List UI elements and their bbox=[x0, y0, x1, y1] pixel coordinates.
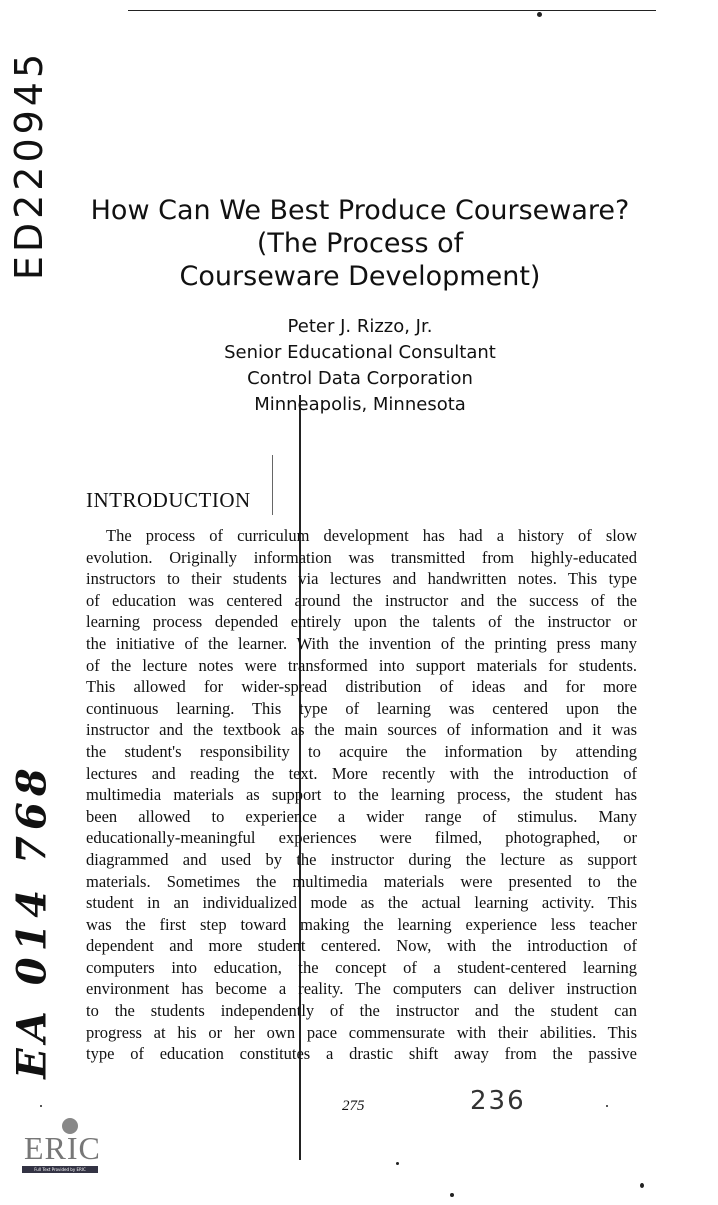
body-line: the student's responsibility to acquire the information by attending bbox=[86, 741, 637, 761]
side-handwritten-code bbox=[2, 761, 62, 1079]
body-line: continuous learning. This type of learning was centered upon the bbox=[86, 698, 637, 718]
body-line: computers into education, the concept of a student-centered learning bbox=[86, 957, 637, 977]
scan-speck bbox=[40, 1105, 42, 1107]
body-line: multimedia materials as support to the learning process, the student has bbox=[86, 785, 637, 805]
page-number: 275 bbox=[342, 1098, 365, 1114]
scan-speck bbox=[606, 1105, 608, 1107]
scan-streak-short bbox=[272, 455, 273, 515]
eric-logo-word: ERIC bbox=[24, 1130, 101, 1166]
body-line: diagrammed and used by the instructor during the lecture as support bbox=[86, 849, 637, 869]
body-line: dependent and more student centered. Now, with the introduction of bbox=[86, 936, 637, 956]
body-line: The process of curriculum development has had a history of slow bbox=[106, 526, 637, 545]
body-line: been allowed to experience a wider range of stimulus. Many bbox=[86, 806, 637, 826]
side-handwritten-code-text: EA 014 768 bbox=[8, 761, 56, 1079]
body-line: instructors to their students via lectures and handwritten notes. This type bbox=[86, 569, 637, 589]
body-line: the initiative of the learner. With the invention of the printing press many bbox=[86, 633, 637, 653]
author-name: Peter J. Rizzo, Jr. bbox=[287, 316, 433, 337]
body-line: lectures and reading the text. More recently with the introduction of bbox=[86, 763, 637, 783]
body-line: materials. Sometimes the multimedia materials were presented to the bbox=[86, 871, 637, 891]
body-line: student in an individualized mode as the actual learning activity. This bbox=[86, 893, 637, 913]
author-organization: Control Data Corporation bbox=[247, 368, 473, 389]
title-line-3: Courseware Development) bbox=[179, 261, 541, 292]
body-line: to the students independently of the instructor and the student can bbox=[86, 1001, 637, 1021]
body-line: environment has become a reality. The computers can deliver instruction bbox=[86, 979, 637, 999]
eric-logo bbox=[18, 1118, 102, 1178]
stamp-number: 236 bbox=[470, 1086, 526, 1116]
side-document-code bbox=[4, 50, 54, 280]
eric-logo-tagline: Full Text Provided by ERIC bbox=[22, 1166, 98, 1173]
author-block bbox=[150, 314, 570, 418]
scan-top-line bbox=[128, 10, 656, 11]
section-heading: INTRODUCTION bbox=[86, 488, 251, 512]
author-position: Senior Educational Consultant bbox=[224, 342, 496, 363]
scan-speck bbox=[640, 1183, 644, 1188]
document-title bbox=[70, 194, 650, 293]
body-line: of education was centered around the instructor and the success of the bbox=[86, 590, 637, 610]
body-line: evolution. Originally information was transmitted from highly-educated bbox=[86, 547, 637, 567]
body-line: type of education constitutes a drastic shift away from the passive bbox=[86, 1044, 637, 1064]
author-location: Minneapolis, Minnesota bbox=[254, 394, 466, 415]
body-line: learning process depended entirely upon the talents of the instructor or bbox=[86, 612, 637, 632]
body-line: This allowed for wider-spread distribution of ideas and for more bbox=[86, 677, 637, 697]
body-paragraph bbox=[86, 525, 637, 1065]
scan-speck bbox=[450, 1193, 454, 1197]
body-line: educationally-meaningful experiences were filmed, photographed, or bbox=[86, 828, 637, 848]
title-line-1: How Can We Best Produce Courseware? bbox=[90, 195, 630, 226]
title-line-2: (The Process of bbox=[256, 228, 464, 259]
scan-speck bbox=[396, 1162, 399, 1165]
body-line: was the first step toward making the learning experience less teacher bbox=[86, 914, 637, 934]
scan-speck bbox=[537, 12, 542, 17]
body-line: instructor and the textbook as the main sources of information and it was bbox=[86, 720, 637, 740]
body-line: progress at his or her own pace commensurate with their abilities. This bbox=[86, 1022, 637, 1042]
body-line: of the lecture notes were transformed into support materials for students. bbox=[86, 655, 637, 675]
side-document-code-text: ED220945 bbox=[7, 49, 51, 281]
